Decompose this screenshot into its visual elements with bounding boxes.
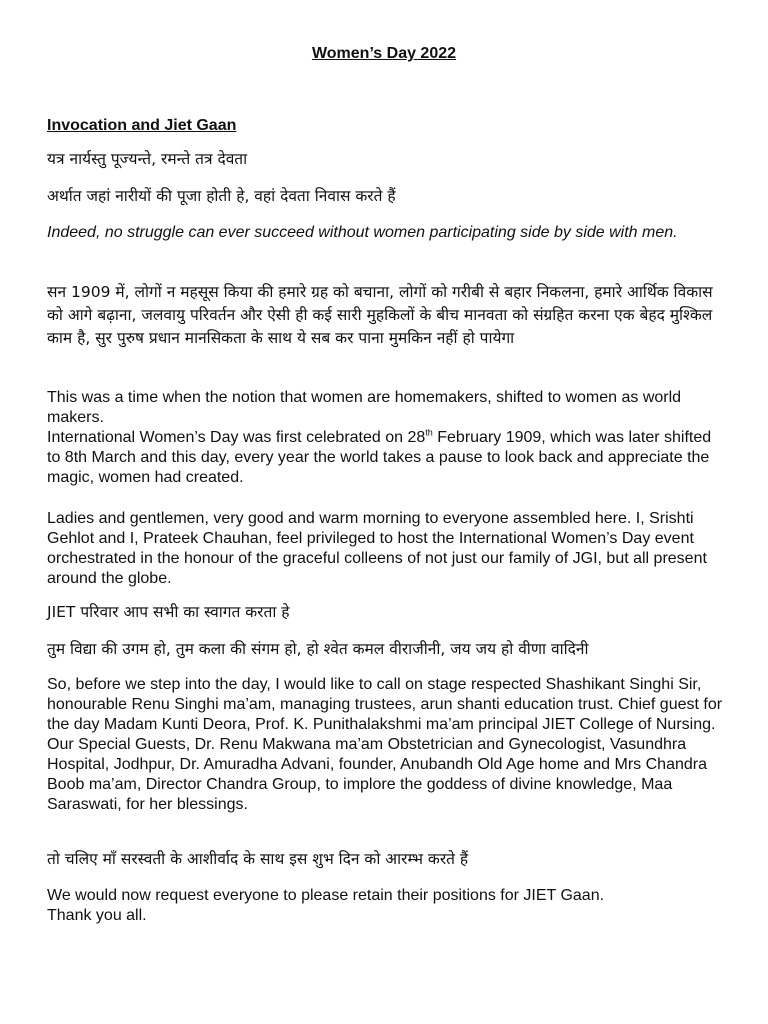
ordinal-suffix: th [425,427,433,438]
section-heading: Invocation and Jiet Gaan [47,117,237,134]
quote-paragraph: Indeed, no struggle can ever succeed without women participating side by side with men. [47,224,678,241]
welcome-paragraph: Ladies and gentlemen, very good and warm morning to everyone assembled here. I, Srishti Gehlot and I, Prateek Chauhan, feel privileged to host the International Women’s Day event orchestrated in the honour of the graceful colleens of not just our family of JGI, but all present around the globe. [47,510,707,587]
hindi-saraswati-line: तुम विद्या की उगम हो, तुम कला की संगम हो, हो श्वेत कमल वीराजीनी, जय जय हो वीणा वादिनी [47,640,589,658]
closing-thanks: Thank you all. [47,907,147,924]
hindi-paragraph-1909: सन 1909 में, लोगों न महसूस किया की हमारे ग्रह को बचाना, लोगों को गरीबी से बहार निकलना, हमारे आर्थिक विकास को आगे बढ़ाना, जलवायु परिवर्तन और ऐसी ही कई सारी मुहकिलों के बीच मानवता को संग्रहित करना एक बेहद मुश्किल काम है, सुर पुरुष प्रधान मानसिकता के साथ ये सब कर पाना मुमकिन नहीं हो पायेगा [47,283,713,347]
hindi-shloka-meaning: अर्थात जहां नारीयों की पूजा होती हे, वहां देवता निवास करते हैं [47,187,396,205]
hindi-blessing-line: तो चलिए माँ सरस्वती के आशीर्वाद के साथ इस शुभ दिन को आरम्भ करते हैं [47,850,469,868]
closing-request: We would now request everyone to please retain their positions for JIET Gaan. [47,887,605,904]
closing-paragraph [47,886,727,926]
hindi-shloka: यत्र नार्यस्तु पूज्यन्ते, रमन्ते तत्र देवता [47,150,248,168]
guests-paragraph: So, before we step into the day, I would like to call on stage respected Shashikant Singhi Sir, honourable Renu Singhi ma’am, managing trustees, arun shanti education trust. Chief guest for the day Madam Kunti Deora, Prof. K. Punithalakshmi ma’am principal JIET College of Nursing. Our Special Guests, Dr. Renu Makwana ma’am Obstetrician and Gynecologist, Vasundhra Hospital, Jodhpur, Dr. Amuradha Advani, founder, Anubandh Old Age home and Mrs Chandra Boob ma’am, Director Chandra Group, to implore the goddess of divine knowledge, Maa Saraswati, for her blessings. [47,676,723,813]
homemakers-line: This was a time when the notion that women are homemakers, shifted to women as world makers. [47,389,682,426]
hindi-welcome-line: JIET परिवार आप सभी का स्वागत करता हे [47,603,290,621]
document-title: Women’s Day 2022 [311,45,457,62]
intro-paragraph [47,388,727,488]
womens-day-history: International Women’s Day was first celebrated on 28th February 1909, which was later shifted to 8th March and this day, every year the world takes a pause to look back and appreciate the magic, women had created. [47,427,712,486]
